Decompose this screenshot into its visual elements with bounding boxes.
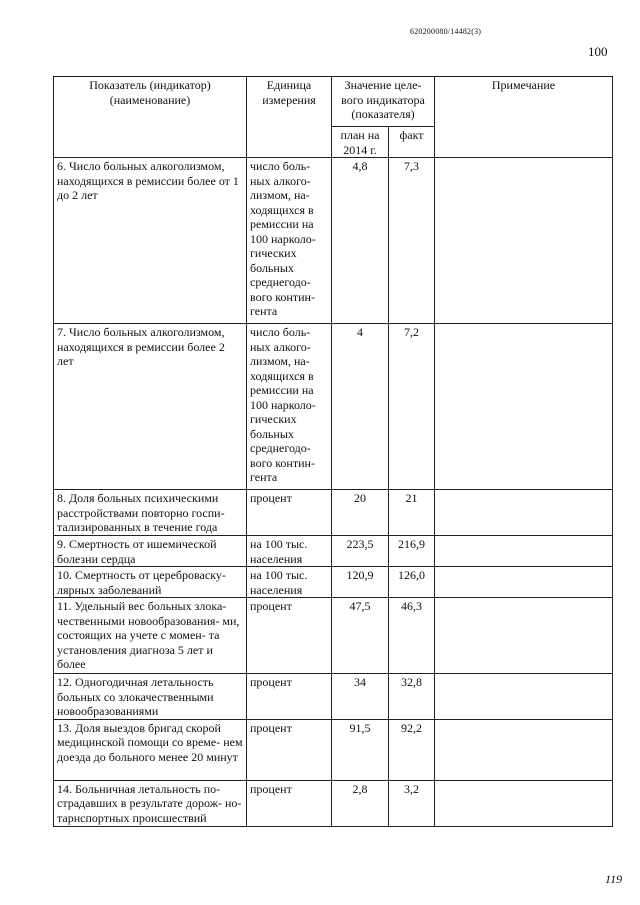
note-cell <box>435 324 613 490</box>
unit-cell: число боль- ных алкого- лизмом, на- ходящихся в ремиссии на 100 нарколо- гических больных среднегодо- вого контин- гента <box>247 158 332 324</box>
header-target-value: Значение целе- вого индикатора (показателя) <box>332 77 435 127</box>
indicator-cell: 10. Смертность от цереброваску- лярных заболеваний <box>54 567 247 598</box>
plan-cell: 2,8 <box>332 780 389 826</box>
unit-cell: на 100 тыс. населения <box>247 536 332 567</box>
plan-cell: 120,9 <box>332 567 389 598</box>
table-row <box>54 674 613 720</box>
plan-cell: 34 <box>332 674 389 720</box>
plan-cell: 223,5 <box>332 536 389 567</box>
note-cell <box>435 567 613 598</box>
unit-cell: число боль- ных алкого- лизмом, на- ходящихся в ремиссии на 100 нарколо- гических больных среднегодо- вого контин- гента <box>247 324 332 490</box>
table-row <box>54 780 613 826</box>
plan-cell: 20 <box>332 490 389 536</box>
unit-cell: на 100 тыс. населения <box>247 567 332 598</box>
fact-cell: 216,9 <box>389 536 435 567</box>
header-fact: факт <box>389 127 435 158</box>
note-cell <box>435 490 613 536</box>
indicator-cell: 14. Больничная летальность по- страдавших в результате дорож- но-тарнспортных происшествий <box>54 780 247 826</box>
table-row <box>54 598 613 674</box>
table-row <box>54 567 613 598</box>
indicator-cell: 13. Доля выездов бригад скорой медицинской помощи со време- нем доезда до больного менее 20 минут <box>54 719 247 780</box>
table-row <box>54 719 613 780</box>
indicator-cell: 12. Одногодичная летальность больных со злокачественными новообразованиями <box>54 674 247 720</box>
handwritten-page-mark: 119 <box>605 872 623 886</box>
note-cell <box>435 780 613 826</box>
note-cell <box>435 536 613 567</box>
fact-cell: 92,2 <box>389 719 435 780</box>
indicator-cell: 9. Смертность от ишемической болезни сердца <box>54 536 247 567</box>
fact-cell: 7,3 <box>389 158 435 324</box>
indicator-cell: 11. Удельный вес больных злока- чественными новообразования- ми, состоящих на учете с момен- та установления диагноза 5 лет и более <box>54 598 247 674</box>
indicator-cell: 6. Число больных алкоголизмом, находящихся в ремиссии более от 1 до 2 лет <box>54 158 247 324</box>
table-row <box>54 536 613 567</box>
document-code: 620200080/14482(3) <box>410 27 482 36</box>
indicators-table <box>53 76 613 827</box>
table-row <box>54 324 613 490</box>
fact-cell: 7,2 <box>389 324 435 490</box>
unit-cell: процент <box>247 598 332 674</box>
plan-cell: 47,5 <box>332 598 389 674</box>
fact-cell: 46,3 <box>389 598 435 674</box>
table-row <box>54 490 613 536</box>
fact-cell: 32,8 <box>389 674 435 720</box>
table-row <box>54 158 613 324</box>
note-cell <box>435 674 613 720</box>
header-indicator: Показатель (индикатор) (наименование) <box>54 77 247 158</box>
plan-cell: 4,8 <box>332 158 389 324</box>
unit-cell: процент <box>247 490 332 536</box>
note-cell <box>435 158 613 324</box>
indicator-cell: 7. Число больных алкоголизмом, находящихся в ремиссии более 2 лет <box>54 324 247 490</box>
note-cell <box>435 598 613 674</box>
unit-cell: процент <box>247 719 332 780</box>
plan-cell: 91,5 <box>332 719 389 780</box>
fact-cell: 126,0 <box>389 567 435 598</box>
header-plan: план на 2014 г. <box>332 127 389 158</box>
note-cell <box>435 719 613 780</box>
unit-cell: процент <box>247 780 332 826</box>
unit-cell: процент <box>247 674 332 720</box>
plan-cell: 4 <box>332 324 389 490</box>
header-unit: Единица измерения <box>247 77 332 158</box>
fact-cell: 21 <box>389 490 435 536</box>
fact-cell: 3,2 <box>389 780 435 826</box>
indicator-cell: 8. Доля больных психическими расстройствами повторно госпи- тализированных в течение года <box>54 490 247 536</box>
header-note: Примечание <box>435 77 613 158</box>
page-number: 100 <box>588 44 608 59</box>
